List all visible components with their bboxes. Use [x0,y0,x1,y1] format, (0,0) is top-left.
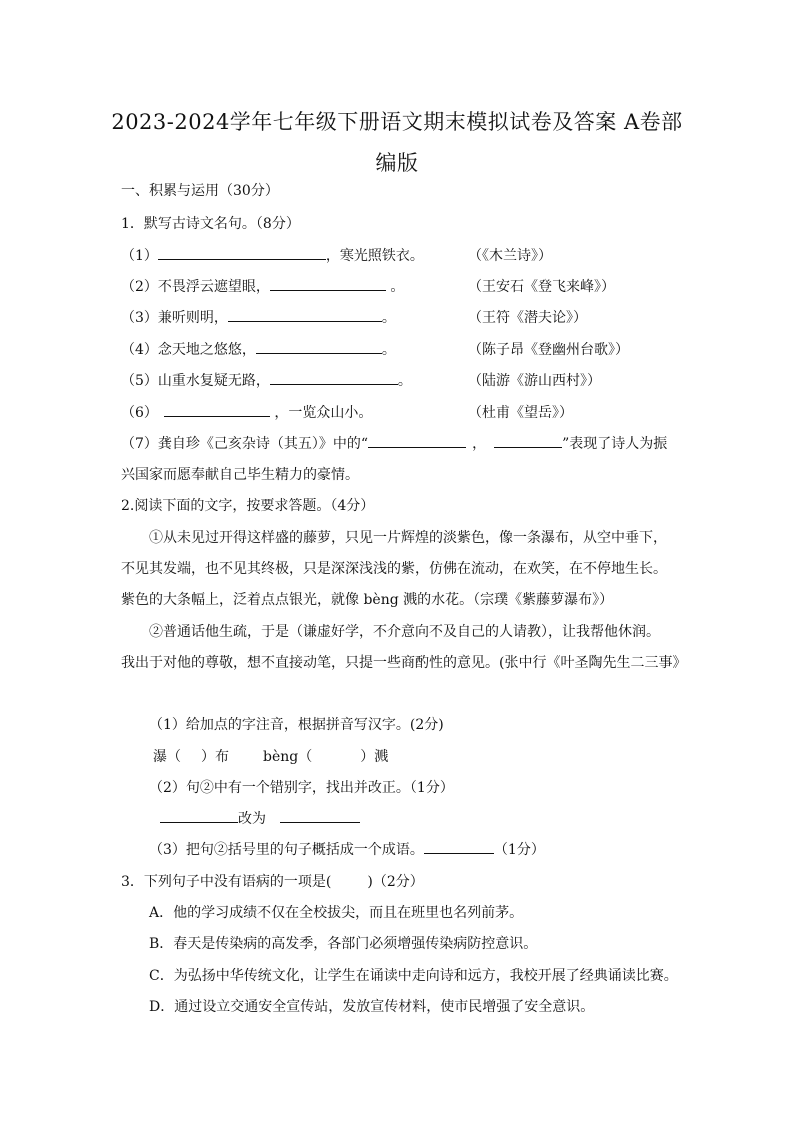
item-text: （3）把句②括号里的句子概括成一个成语。 [149,842,424,858]
item-text: )（2分） [367,874,424,890]
q2-sub1-answers [153,746,388,766]
q1-source-3: （王符《潜夫论》） [468,310,587,326]
q1-item-1 [121,245,424,265]
item-text: ”表现了诗人为振 [562,436,668,452]
q1-source-6: （杜甫《望岳》） [468,405,573,421]
item-number: （5） [121,373,158,389]
item-text: 。 [381,310,396,326]
answer-blank[interactable] [228,307,382,322]
item-text: 。 [397,373,412,389]
q1-item-3 [121,307,396,327]
answer-blank[interactable] [424,839,494,854]
q1-source-4: （陈子昂《登幽州台歌》） [468,342,629,358]
item-text: 3．下列句子中没有语病的一项是( [121,874,332,890]
item-text: （1分） [493,842,545,858]
item-text: ，一览众山小。 [274,405,373,421]
answer-blank[interactable] [280,808,360,823]
item-number: （2） [121,279,158,295]
section-heading: 一、积累与运用（30分） [121,183,279,199]
item-text: 瀑（ [153,749,181,765]
q2-sub1: （1）给加点的字注音，根据拼音写汉字。(2分) [149,717,444,733]
answer-blank[interactable] [270,276,386,291]
answer-blank[interactable] [270,370,398,385]
q2-sub3 [149,839,545,859]
item-text: ， [472,436,487,452]
q1-item-7-cont: 兴国家而愿奉献自己毕生精力的豪情。 [121,467,359,483]
item-text: 。 [390,279,405,295]
q2-heading: 2.阅读下面的文字，按要求答题。（4分） [121,498,375,514]
q1-item-7 [121,433,667,453]
passage1-line1: ①从未见过开得这样盛的藤萝，只见一片辉煌的淡紫色，像一条瀑布，从空中垂下， [149,530,667,546]
item-number: （6） [121,405,158,421]
item-text: 改为 [238,811,266,827]
q2-sub2: （2）句②中有一个错别字，找出并改正。（1分） [149,780,454,796]
q3-option-c: C．为弘扬中华传统文化，让学生在诵读中走向诗和远方，我校开展了经典诵读比赛。 [149,968,678,984]
item-text: 不畏浮云遮望眼， [157,279,270,295]
q1-source-5: （陆游《游山西村》） [468,373,601,389]
answer-blank[interactable] [164,402,270,417]
passage2-line1: ②普通话他生疏，于是（谦虚好学，不介意向不及自己的人请教），让我帮他休润。 [149,624,660,640]
answer-blank[interactable] [368,433,466,448]
q2-sub2-answers [160,808,360,828]
answer-blank[interactable] [160,808,238,823]
answer-blank[interactable] [256,339,382,354]
item-number: （4） [121,342,158,358]
q3-option-b: B．春天是传染病的高发季，各部门必须增强传染病防控意识。 [149,936,538,952]
item-text: bèng（ [263,749,313,765]
item-number: （1） [121,248,158,264]
item-text: ，寒光照铁衣。 [325,248,424,264]
passage2-line2: 我出于对他的尊敬，想不直接动笔，只提一些商酌性的意见。(张中行《叶圣陶先生二三事》 [121,655,687,671]
item-text: ）布 [201,749,229,765]
passage1-line3: 紫色的大条幅上，泛着点点银光，就像 bèng 溅的水花。（宗璞《紫藤萝瀑布》） [121,592,614,608]
item-number: （3） [121,310,158,326]
q1-source-2: （王安石《登飞来峰》） [468,279,615,295]
exam-title-line1: 2023-2024学年七年级下册语文期末模拟试卷及答案 A卷部 [111,110,683,134]
q1-item-6 [121,402,372,422]
item-text: 兼听则明， [157,310,228,326]
q1-heading: 1．默写古诗文名句。（8分） [121,216,300,232]
item-text: ）溅 [360,749,389,765]
exam-title-line2: 编版 [375,151,419,175]
q1-item-5 [121,370,412,390]
answer-blank[interactable] [158,245,326,260]
item-text: （7）龚自珍《己亥杂诗（其五）》中的“ [121,436,369,452]
item-text: 。 [381,342,396,358]
passage1-line2: 不见其发端，也不见其终极，只是深深浅浅的紫，仿佛在流动，在欢笑，在不停地生长。 [121,561,667,577]
item-text: 念天地之悠悠， [157,342,256,358]
q3-option-a: A．他的学习成绩不仅在全校拔尖，而且在班里也名列前茅。 [149,905,524,921]
q3-heading [121,871,424,891]
answer-blank[interactable] [494,433,562,448]
q1-item-2 [121,276,404,296]
item-text: 山重水复疑无路， [157,373,270,389]
q1-item-4 [121,339,396,359]
q1-source-1: （《木兰诗》） [468,248,552,264]
q3-option-d: D．通过设立交通安全宣传站，发放宣传材料，使市民增强了安全意识。 [149,999,595,1015]
